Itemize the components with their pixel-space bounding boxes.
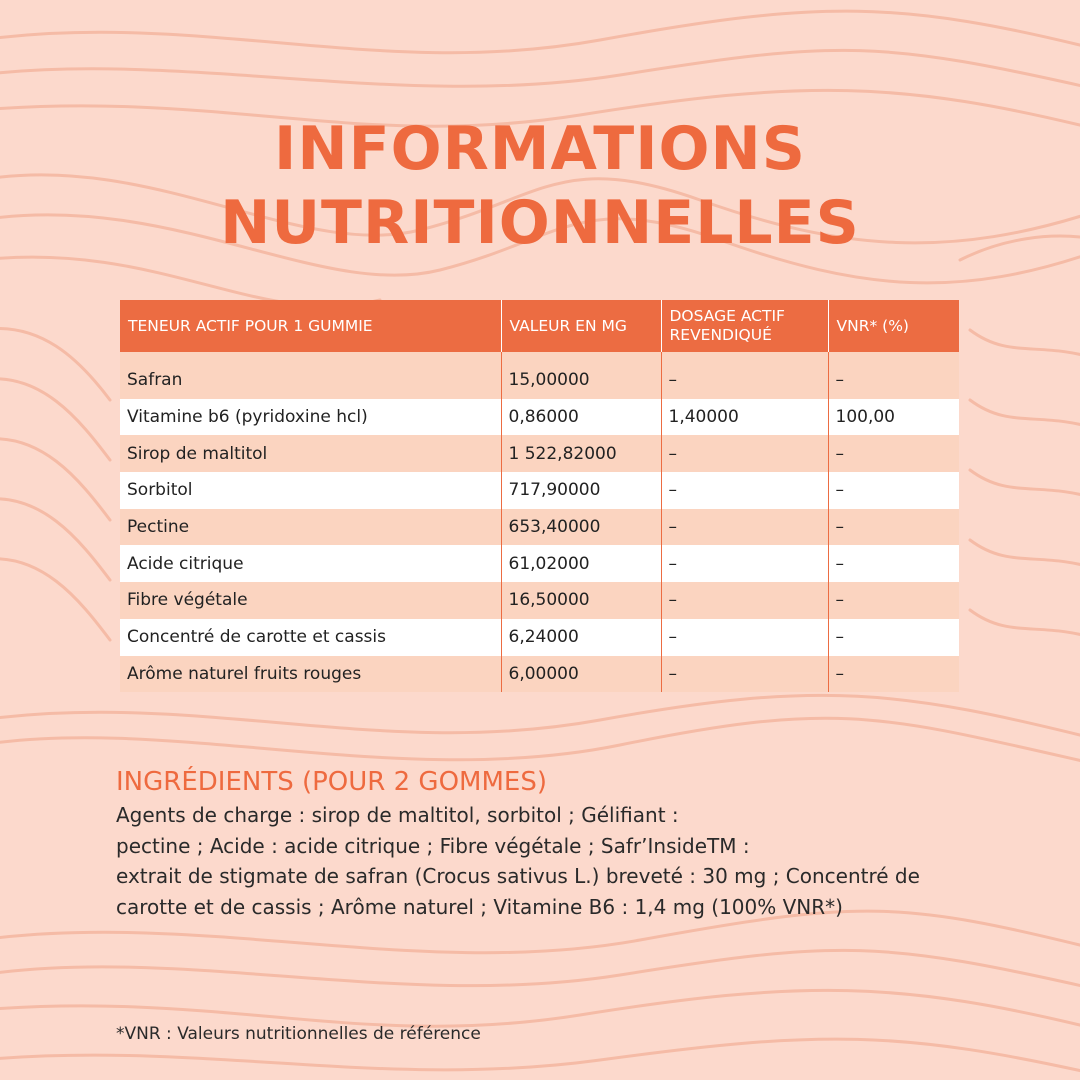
cell-claimed-dosage: –: [661, 545, 828, 582]
title-line-1: INFORMATIONS: [274, 114, 806, 184]
cell-value-mg: 61,02000: [501, 545, 661, 582]
vnr-footnote: *VNR : Valeurs nutritionnelles de référence: [116, 1024, 481, 1044]
cell-ingredient: Fibre végétale: [120, 582, 501, 619]
cell-value-mg: 6,24000: [501, 619, 661, 656]
cell-claimed-dosage: –: [661, 619, 828, 656]
cell-value-mg: 15,00000: [501, 362, 661, 399]
cell-ingredient: Vitamine b6 (pyridoxine hcl): [120, 399, 501, 436]
table-row: [120, 582, 959, 619]
ingredients-line: Agents de charge : sirop de maltitol, sorbitol ; Gélifiant :: [116, 803, 679, 827]
cell-ingredient: Sorbitol: [120, 472, 501, 509]
cell-vnr: –: [828, 545, 959, 582]
cell-ingredient: Acide citrique: [120, 545, 501, 582]
cell-claimed-dosage: –: [661, 362, 828, 399]
cell-claimed-dosage: –: [661, 582, 828, 619]
cell-vnr: –: [828, 582, 959, 619]
ingredients-title: INGRÉDIENTS (POUR 2 GOMMES): [116, 767, 547, 797]
cell-ingredient: Pectine: [120, 509, 501, 546]
table-row: [120, 509, 959, 546]
header-active-content: TENEUR ACTIF POUR 1 GUMMIE: [120, 300, 501, 352]
title-line-2: NUTRITIONNELLES: [220, 188, 860, 258]
page-title: [0, 112, 1080, 260]
cell-vnr: –: [828, 509, 959, 546]
cell-claimed-dosage: –: [661, 472, 828, 509]
cell-vnr: –: [828, 472, 959, 509]
cell-ingredient: Arôme naturel fruits rouges: [120, 656, 501, 693]
cell-vnr: –: [828, 619, 959, 656]
cell-vnr: 100,00: [828, 399, 959, 436]
cell-ingredient: Safran: [120, 362, 501, 399]
table-row: [120, 472, 959, 509]
cell-value-mg: 16,50000: [501, 582, 661, 619]
table-row: [120, 619, 959, 656]
cell-value-mg: 6,00000: [501, 656, 661, 693]
ingredients-line: extrait de stigmate de safran (Crocus sativus L.) breveté : 30 mg ; Concentré de: [116, 864, 920, 888]
header-vnr: VNR* (%): [828, 300, 959, 352]
cell-value-mg: 717,90000: [501, 472, 661, 509]
cell-vnr: –: [828, 435, 959, 472]
ingredients-line: carotte et de cassis ; Arôme naturel ; Vitamine B6 : 1,4 mg (100% VNR*): [116, 894, 843, 919]
cell-value-mg: 0,86000: [501, 399, 661, 436]
cell-ingredient: Sirop de maltitol: [120, 435, 501, 472]
ingredients-line: pectine ; Acide : acide citrique ; Fibre végétale ; Safr’InsideTM :: [116, 833, 750, 858]
header-claimed-dosage: DOSAGE ACTIF REVENDIQUÉ: [661, 300, 828, 352]
ingredients-section: [116, 766, 956, 922]
cell-value-mg: 1 522,82000: [501, 435, 661, 472]
table-row: [120, 362, 959, 399]
cell-ingredient: Concentré de carotte et cassis: [120, 619, 501, 656]
cell-vnr: –: [828, 656, 959, 693]
header-value-mg: VALEUR EN MG: [501, 300, 661, 352]
table-row: [120, 656, 959, 693]
cell-value-mg: 653,40000: [501, 509, 661, 546]
table-row: [120, 545, 959, 582]
table-row: [120, 435, 959, 472]
cell-vnr: –: [828, 362, 959, 399]
cell-claimed-dosage: 1,40000: [661, 399, 828, 436]
cell-claimed-dosage: –: [661, 509, 828, 546]
nutrition-table: [120, 300, 959, 692]
table-row: [120, 399, 959, 436]
ingredients-text: [116, 800, 956, 922]
table-header-row: [120, 300, 959, 352]
cell-claimed-dosage: –: [661, 656, 828, 693]
cell-claimed-dosage: –: [661, 435, 828, 472]
table-spacer: [120, 352, 959, 362]
